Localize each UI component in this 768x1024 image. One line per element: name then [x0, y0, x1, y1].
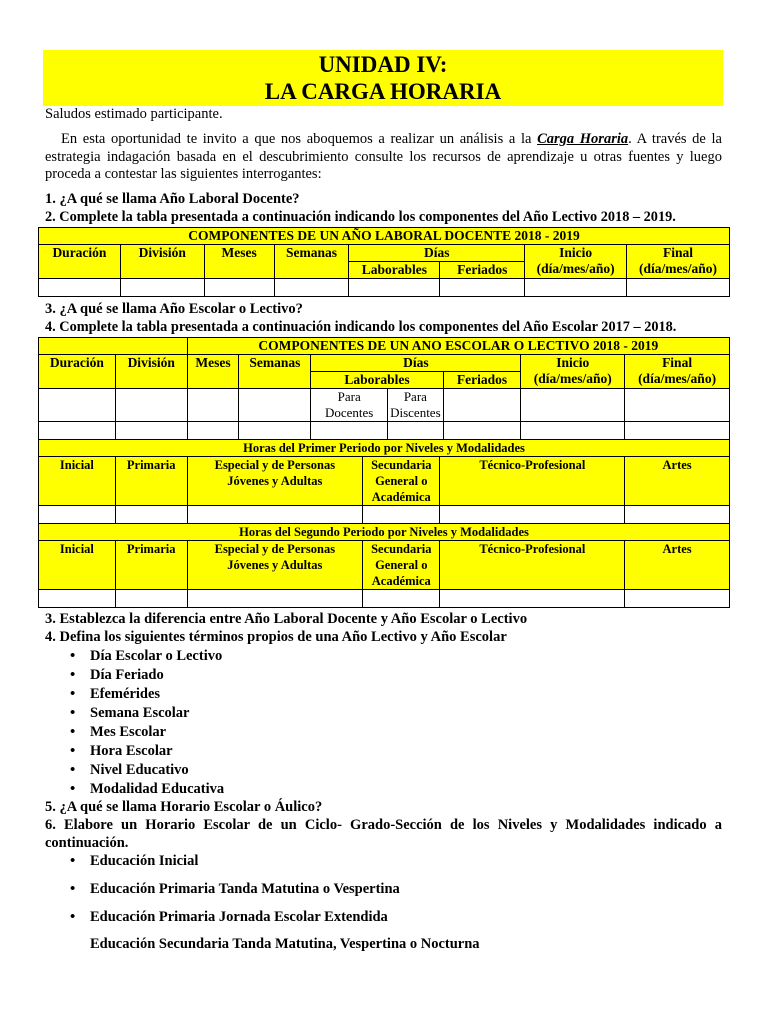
intro-text-before: En esta oportunidad te invito a que nos aboquemos a realizar un análisis a la: [61, 131, 538, 147]
period1-inicial: Inicial: [39, 457, 116, 506]
list-item: • Hora Escolar: [70, 742, 224, 761]
table1-inicio-label: Inicio: [559, 245, 593, 260]
list-item: • Educación Inicial: [70, 852, 400, 880]
table2-para-discentes: [388, 389, 444, 422]
intro-text-after: . A través de la estrategia indagación basada en el descubrimiento consulte los recursos de aprendizaje u otras fuentes y luego proceda a contestar las siguientes interrogantes:: [45, 131, 722, 182]
table1-answer-row: [39, 279, 730, 297]
table1-header-dias: Días: [349, 245, 525, 262]
period2-especial: [187, 541, 363, 590]
table2-header-dias: Días: [311, 355, 521, 372]
period1-primaria: Primaria: [115, 457, 187, 506]
greeting: Saludos estimado participante.: [45, 106, 223, 122]
secundaria-line3: Académica: [371, 574, 431, 588]
table2-final-format: (día/mes/año): [638, 371, 717, 386]
period1-artes: Artes: [625, 457, 730, 506]
question-1: 1. ¿A qué se llama Año Laboral Docente?: [45, 191, 300, 207]
secundaria-line2: General o: [375, 558, 428, 572]
intro-paragraph: [45, 131, 722, 184]
table1-header-semanas: Semanas: [274, 245, 349, 279]
schedules-list: [70, 852, 400, 936]
table2-inicio-label: Inicio: [556, 355, 590, 370]
table-ano-escolar: [38, 337, 730, 608]
discentes-label: Discentes: [390, 405, 441, 420]
table1-header-inicio: [525, 245, 627, 279]
table1-header-division: División: [120, 245, 204, 279]
table2-header-inicio: [521, 355, 625, 389]
table2-inicio-format: (día/mes/año): [533, 371, 612, 386]
unit-title-banner: [43, 50, 723, 106]
list-item: • Día Escolar o Lectivo: [70, 647, 224, 666]
schedule-last: Educación Secundaria Tanda Matutina, Vespertina o Nocturna: [90, 936, 480, 952]
terms-list: [70, 647, 224, 799]
period2-artes: Artes: [625, 541, 730, 590]
para-label: Para: [337, 389, 361, 404]
table2-header-feriados: Feriados: [443, 372, 521, 389]
intro-emphasis: Carga Horaria: [537, 131, 629, 147]
especial-line2: Jóvenes y Adultas: [227, 558, 323, 572]
period2-primaria: Primaria: [115, 541, 187, 590]
table1-header-duracion: Duración: [39, 245, 121, 279]
list-item: • Educación Primaria Jornada Escolar Extendida: [70, 908, 400, 936]
secundaria-line1: Secundaria: [371, 458, 432, 472]
table2-header-duracion: Duración: [39, 355, 116, 389]
table2-title: COMPONENTES DE UN ANO ESCOLAR O LECTIVO 2018 - 2019: [187, 338, 729, 355]
period1-tecnico: Técnico-Profesional: [440, 457, 625, 506]
list-item: • Mes Escolar: [70, 723, 224, 742]
question-4a: 4. Complete la tabla presentada a continuación indicando los componentes del Año Escolar 2017 – 2018.: [45, 319, 677, 335]
table1-inicio-format: (día/mes/año): [536, 261, 615, 276]
list-item: • Nivel Educativo: [70, 761, 224, 780]
table2-header-division: División: [115, 355, 187, 389]
table1-header-feriados: Feriados: [440, 262, 525, 279]
table2-header-final: [625, 355, 730, 389]
period2-answer-row: [39, 590, 730, 608]
table2-period1-title: Horas del Primer Periodo por Niveles y Modalidades: [39, 440, 730, 457]
table2-para-docentes: [311, 389, 388, 422]
table2-final-label: Final: [662, 355, 693, 370]
unit-title-line2: LA CARGA HORARIA: [264, 79, 502, 104]
secundaria-line3: Académica: [371, 490, 431, 504]
period2-inicial: Inicial: [39, 541, 116, 590]
period1-secundaria: [363, 457, 440, 506]
secundaria-line2: General o: [375, 474, 428, 488]
table1-final-format: (día/mes/año): [639, 261, 718, 276]
table2-period2-title: Horas del Segundo Periodo por Niveles y Modalidades: [39, 524, 730, 541]
list-item: • Semana Escolar: [70, 704, 224, 723]
question-4b: 4. Defina los siguientes términos propios de una Año Lectivo y Año Escolar: [45, 629, 507, 645]
list-item: • Día Feriado: [70, 666, 224, 685]
especial-line2: Jóvenes y Adultas: [227, 474, 323, 488]
period2-tecnico: Técnico-Profesional: [440, 541, 625, 590]
table2-header-laborables: Laborables: [311, 372, 443, 389]
docentes-label: Docentes: [325, 405, 374, 420]
question-2: 2. Complete la tabla presentada a continuación indicando los componentes del Año Lectivo 2018 – 2019.: [45, 209, 676, 225]
table2-answer-row: [39, 422, 730, 440]
question-3b: 3. Establezca la diferencia entre Año Laboral Docente y Año Escolar o Lectivo: [45, 611, 528, 627]
para-label: Para: [403, 389, 427, 404]
table1-final-label: Final: [663, 245, 694, 260]
especial-line1: Especial y de Personas: [214, 542, 336, 556]
table1-header-meses: Meses: [204, 245, 274, 279]
table2-header-semanas: Semanas: [239, 355, 311, 389]
especial-line1: Especial y de Personas: [214, 458, 336, 472]
question-6: 6. Elabore un Horario Escolar de un Ciclo- Grado-Sección de los Niveles y Modalidades indicado a continuación.: [45, 817, 722, 851]
table1-title: COMPONENTES DE UN AÑO LABORAL DOCENTE 2018 - 2019: [39, 228, 730, 245]
unit-title-line1: UNIDAD IV:: [318, 52, 448, 77]
period1-answer-row: [39, 506, 730, 524]
list-item: • Educación Primaria Tanda Matutina o Vespertina: [70, 880, 400, 908]
question-3a: 3. ¿A qué se llama Año Escolar o Lectivo?: [45, 301, 303, 317]
secundaria-line1: Secundaria: [371, 542, 432, 556]
list-item: • Modalidad Educativa: [70, 780, 224, 799]
period1-especial: [187, 457, 363, 506]
list-item: • Efemérides: [70, 685, 224, 704]
table1-header-final: [627, 245, 730, 279]
table-laboral-docente: [38, 227, 730, 297]
period2-secundaria: [363, 541, 440, 590]
question-5: 5. ¿A qué se llama Horario Escolar o Áulico?: [45, 799, 323, 815]
table1-header-laborables: Laborables: [349, 262, 440, 279]
table2-header-meses: Meses: [187, 355, 239, 389]
